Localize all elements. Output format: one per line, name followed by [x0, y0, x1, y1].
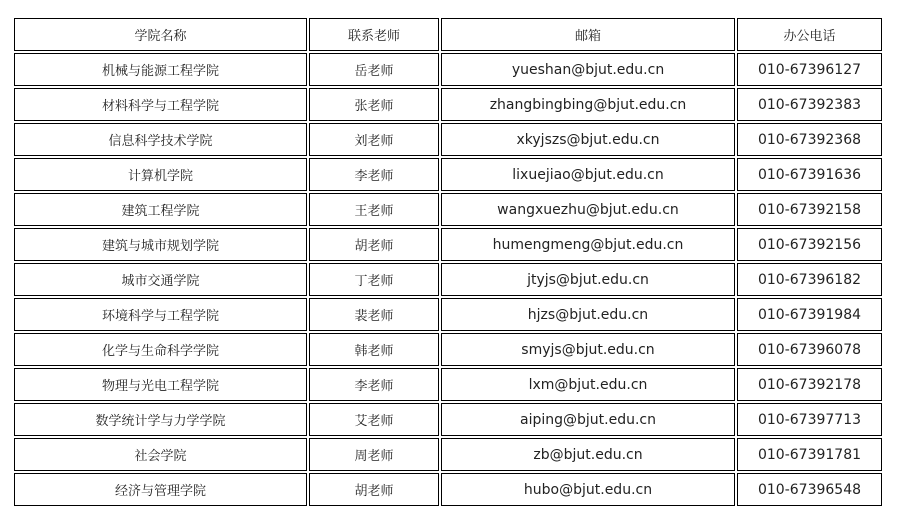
office-phone-cell: 010-67392178 — [737, 368, 882, 401]
office-phone-cell: 010-67392158 — [737, 193, 882, 226]
office-phone-cell: 010-67392383 — [737, 88, 882, 121]
email-cell[interactable]: wangxuezhu@bjut.edu.cn — [441, 193, 735, 226]
college-name-cell: 材料科学与工程学院 — [14, 88, 307, 121]
email-cell[interactable]: humengmeng@bjut.edu.cn — [441, 228, 735, 261]
email-cell[interactable]: yueshan@bjut.edu.cn — [441, 53, 735, 86]
email-cell[interactable]: lixuejiao@bjut.edu.cn — [441, 158, 735, 191]
contact-teacher-cell: 张老师 — [309, 88, 439, 121]
office-phone-cell: 010-67396127 — [737, 53, 882, 86]
table-row — [14, 298, 882, 331]
table-row — [14, 53, 882, 86]
table-row — [14, 263, 882, 296]
college-name-cell: 社会学院 — [14, 438, 307, 471]
header-email: 邮箱 — [441, 18, 735, 51]
contact-teacher-cell: 韩老师 — [309, 333, 439, 366]
email-cell[interactable]: zhangbingbing@bjut.edu.cn — [441, 88, 735, 121]
office-phone-cell: 010-67396078 — [737, 333, 882, 366]
college-name-cell: 建筑工程学院 — [14, 193, 307, 226]
office-phone-cell: 010-67397713 — [737, 403, 882, 436]
contact-teacher-cell: 岳老师 — [309, 53, 439, 86]
header-contact-teacher: 联系老师 — [309, 18, 439, 51]
email-cell[interactable]: zb@bjut.edu.cn — [441, 438, 735, 471]
contact-teacher-cell: 胡老师 — [309, 228, 439, 261]
office-phone-cell: 010-67396182 — [737, 263, 882, 296]
table-row — [14, 403, 882, 436]
table-row — [14, 88, 882, 121]
office-phone-cell: 010-67392368 — [737, 123, 882, 156]
email-cell[interactable]: lxm@bjut.edu.cn — [441, 368, 735, 401]
contact-teacher-cell: 裴老师 — [309, 298, 439, 331]
table-row — [14, 333, 882, 366]
table-row — [14, 473, 882, 506]
table-row — [14, 438, 882, 471]
contact-teacher-cell: 胡老师 — [309, 473, 439, 506]
college-name-cell: 机械与能源工程学院 — [14, 53, 307, 86]
college-name-cell: 信息科学技术学院 — [14, 123, 307, 156]
email-cell[interactable]: hubo@bjut.edu.cn — [441, 473, 735, 506]
contact-teacher-cell: 刘老师 — [309, 123, 439, 156]
email-cell[interactable]: xkyjszs@bjut.edu.cn — [441, 123, 735, 156]
office-phone-cell: 010-67391781 — [737, 438, 882, 471]
college-contact-table — [12, 16, 884, 508]
email-cell[interactable]: hjzs@bjut.edu.cn — [441, 298, 735, 331]
header-office-phone: 办公电话 — [737, 18, 882, 51]
contact-teacher-cell: 周老师 — [309, 438, 439, 471]
contact-teacher-cell: 李老师 — [309, 368, 439, 401]
college-name-cell: 物理与光电工程学院 — [14, 368, 307, 401]
table-row — [14, 123, 882, 156]
college-name-cell: 城市交通学院 — [14, 263, 307, 296]
contact-teacher-cell: 丁老师 — [309, 263, 439, 296]
email-cell[interactable]: jtyjs@bjut.edu.cn — [441, 263, 735, 296]
header-college-name: 学院名称 — [14, 18, 307, 51]
college-name-cell: 环境科学与工程学院 — [14, 298, 307, 331]
college-name-cell: 化学与生命科学学院 — [14, 333, 307, 366]
college-name-cell: 数学统计学与力学学院 — [14, 403, 307, 436]
table-row — [14, 228, 882, 261]
table-row — [14, 368, 882, 401]
college-name-cell: 计算机学院 — [14, 158, 307, 191]
contact-teacher-cell: 李老师 — [309, 158, 439, 191]
contact-teacher-cell: 王老师 — [309, 193, 439, 226]
email-cell[interactable]: smyjs@bjut.edu.cn — [441, 333, 735, 366]
table-body — [14, 53, 882, 506]
office-phone-cell: 010-67391636 — [737, 158, 882, 191]
college-name-cell: 建筑与城市规划学院 — [14, 228, 307, 261]
contact-teacher-cell: 艾老师 — [309, 403, 439, 436]
table-row — [14, 193, 882, 226]
table-row — [14, 158, 882, 191]
office-phone-cell: 010-67392156 — [737, 228, 882, 261]
college-name-cell: 经济与管理学院 — [14, 473, 307, 506]
office-phone-cell: 010-67396548 — [737, 473, 882, 506]
table-header-row — [14, 18, 882, 51]
office-phone-cell: 010-67391984 — [737, 298, 882, 331]
email-cell[interactable]: aiping@bjut.edu.cn — [441, 403, 735, 436]
